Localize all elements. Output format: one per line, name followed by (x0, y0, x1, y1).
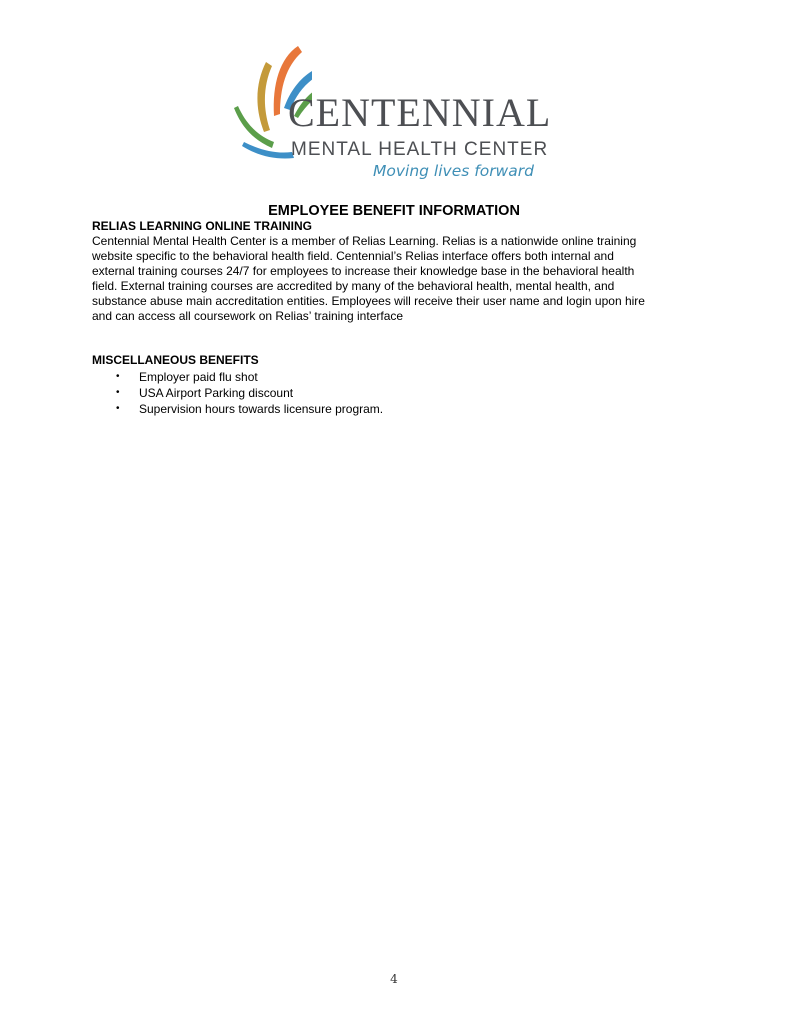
relias-paragraph (92, 234, 712, 324)
logo-wordmark: CENTENNIAL (288, 90, 552, 135)
paragraph-line: field. External training courses are accredited by many of the behavioral health, mental health, and (92, 279, 615, 293)
list-item (92, 401, 383, 417)
page-number: 4 (390, 972, 398, 986)
paragraph-line: Centennial Mental Health Center is a member of Relias Learning. Relias is a nationwide online training (92, 234, 637, 248)
misc-benefits-heading: MISCELLANEOUS BENEFITS (92, 353, 259, 367)
paragraph-line: substance abuse main accreditation entities. Employees will receive their user name and login upon hire (92, 294, 645, 308)
logo-subtitle: MENTAL HEALTH CENTER (291, 139, 549, 160)
benefit-text: USA Airport Parking discount (139, 386, 294, 400)
benefit-text: Employer paid flu shot (139, 370, 258, 384)
logo-tagline: Moving lives forward (373, 162, 534, 180)
benefit-text: Supervision hours towards licensure program. (139, 402, 384, 416)
paragraph-line: and can access all coursework on Relias’ training interface (92, 309, 404, 323)
paragraph-line: website specific to the behavioral health field. Centennial’s Relias interface offers both internal and (92, 249, 614, 263)
document-title: EMPLOYEE BENEFIT INFORMATION (268, 203, 520, 219)
bullet-icon: • (116, 371, 120, 382)
centennial-logo (232, 44, 562, 189)
list-item (92, 369, 383, 385)
paragraph-line: external training courses 24/7 for employees to increase their knowledge base in the behavioral health (92, 264, 635, 278)
bullet-icon: • (116, 403, 120, 414)
misc-benefits-list (92, 369, 383, 417)
relias-heading: RELIAS LEARNING ONLINE TRAINING (92, 219, 313, 233)
list-item (92, 385, 383, 401)
bullet-icon: • (116, 387, 120, 398)
